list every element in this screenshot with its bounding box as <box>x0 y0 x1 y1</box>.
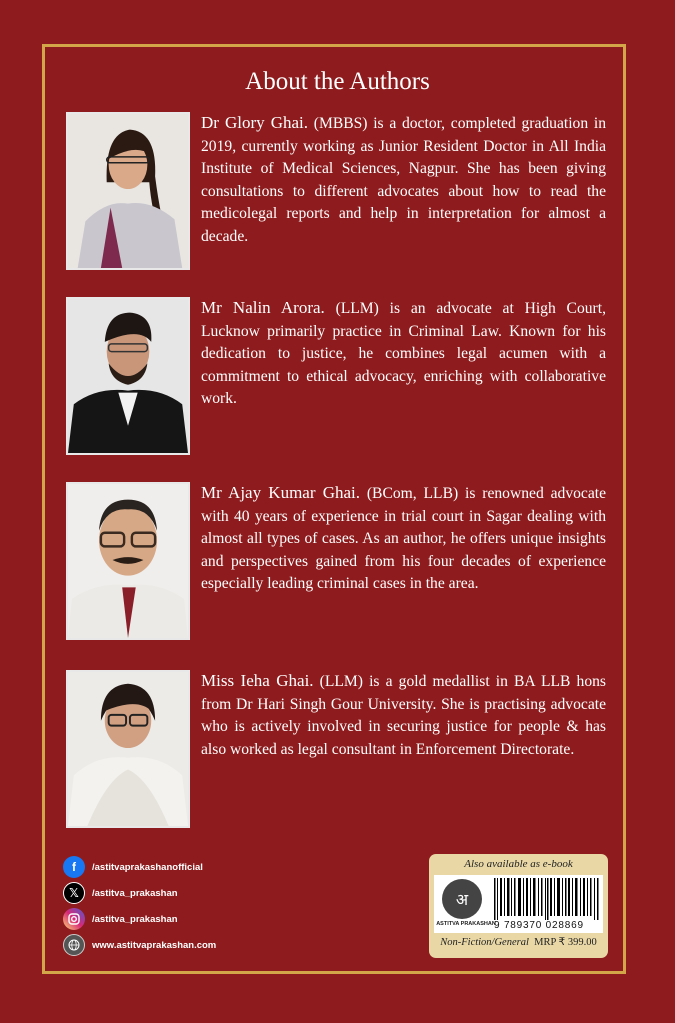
ebook-note: Also available as e-book <box>464 858 573 870</box>
barcode-icon <box>494 878 600 920</box>
publisher-name: ASTITVA PRAKASHAN <box>436 921 496 927</box>
author-bio-text: (MBBS) is a doctor, completed graduation in 2019, currently working as Junior Resident Doctor in All India Institute of Medical Sciences, Nagpur. She has been giving consultations to different advocates about how to read the medicolegal reports and help in interpretation for almost a decade. <box>201 115 606 245</box>
x-icon: 𝕏 <box>63 882 85 904</box>
social-handle: /astitva_prakashan <box>92 887 178 899</box>
author-photo <box>66 112 190 270</box>
globe-icon <box>63 934 85 956</box>
author-name: Mr Ajay Kumar Ghai. <box>201 483 360 502</box>
section-title: About the Authors <box>245 68 430 95</box>
category-price <box>429 936 608 948</box>
social-link-facebook[interactable] <box>63 855 203 879</box>
barcode-box <box>429 854 608 958</box>
social-link-x[interactable] <box>63 881 178 905</box>
author-bio-text: (BCom, LLB) is renowned advocate with 40 years of experience in trial court in Sagar dealing with almost all types of cases. As an author, he offers unique insights and perspectives gained from his four decades of experience especially leading criminal cases in the area. <box>201 485 607 593</box>
author-bio-text: (LLM) is a gold medallist in BA LLB hons from Dr Hari Singh Gour University. She is practising advocate who is actively involved in securing justice for people & has also worked as legal consultant in Enforcement Directorate. <box>201 673 606 758</box>
author-photo <box>66 482 190 640</box>
facebook-icon: f <box>63 856 85 878</box>
social-handle: /astitva_prakashan <box>92 913 178 925</box>
author-photo <box>66 670 190 828</box>
barcode-panel <box>434 875 603 933</box>
instagram-icon <box>63 908 85 930</box>
social-handle: /astitvaprakashanofficial <box>92 861 203 873</box>
author-name: Miss Ieha Ghai. <box>201 671 314 690</box>
author-name: Mr Nalin Arora. <box>201 298 325 317</box>
author-bio <box>201 670 606 761</box>
social-link-website[interactable] <box>63 933 216 957</box>
social-link-instagram[interactable] <box>63 907 178 931</box>
author-bio <box>201 297 606 411</box>
author-bio-text: (LLM) is an advocate at High Court, Lucknow primarily practice in Criminal Law. Known for his dedication to justice, he combines legal acumen with a commitment to ethical advocacy, enriching with collaborative work. <box>201 300 606 408</box>
book-category: Non-Fiction/General <box>440 937 529 948</box>
isbn-number: 9 789370 028869 <box>494 920 584 931</box>
author-name: Dr Glory Ghai. <box>201 113 309 132</box>
book-price: MRP ₹ 399.00 <box>534 937 597 948</box>
publisher-logo-icon: अ <box>442 879 482 919</box>
social-handle: www.astitvaprakashan.com <box>92 939 217 951</box>
author-bio <box>201 482 606 596</box>
author-bio <box>201 112 606 249</box>
author-photo <box>66 297 190 455</box>
